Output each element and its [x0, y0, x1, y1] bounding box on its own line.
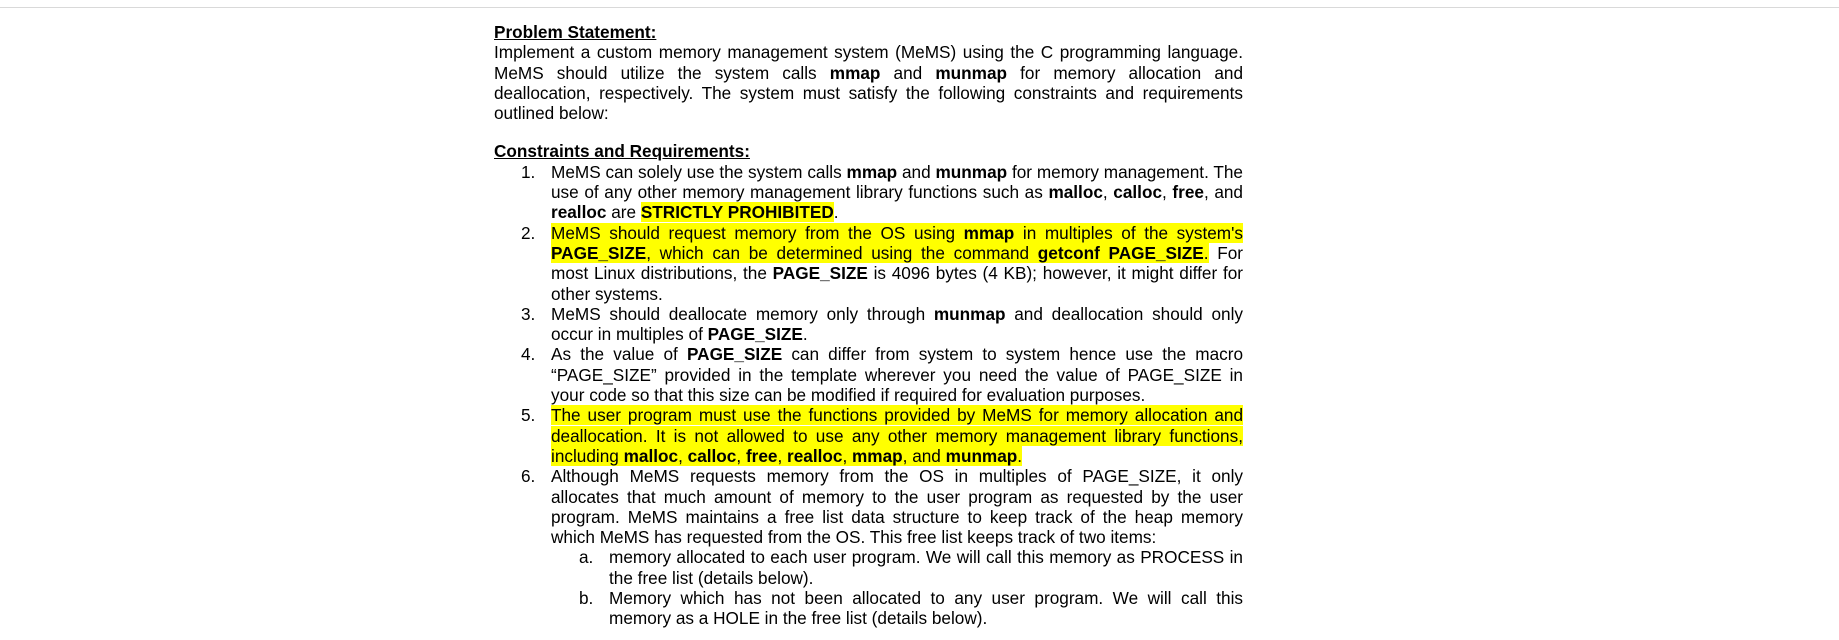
list-number: 4. — [521, 344, 536, 365]
highlighted-run: , — [842, 445, 853, 466]
document-page — [494, 22, 1243, 629]
bold-run: PAGE_SIZE — [707, 324, 803, 345]
highlighted-bold-run: malloc — [623, 445, 679, 466]
highlighted-run: , — [678, 445, 688, 466]
text-run: can differ from system to system hence use the macro “PAGE_SIZE” provided in the template wherever you need the value of PAGE_SIZE in your code so that this size can be modified if required for evaluation purposes. — [551, 344, 1244, 406]
list-item — [521, 161, 1243, 223]
bold-run: free — [1172, 182, 1204, 203]
list-item — [521, 405, 1243, 466]
text-run: For most Linux distributions, the — [551, 242, 1244, 284]
text-run: and deallocation should only occur in multiples of — [551, 303, 1243, 345]
bold-run: PAGE_SIZE — [772, 263, 868, 284]
requirements-list — [494, 162, 1243, 629]
problem-statement-heading: Problem Statement: — [494, 22, 657, 42]
bold-run: munmap — [935, 62, 1008, 83]
text-run: . — [802, 324, 808, 345]
text-run: MeMS should deallocate memory only through — [551, 303, 934, 324]
text-run: As the value of — [551, 344, 687, 365]
text-run: , — [1162, 182, 1173, 203]
text-run: Memory which has not been allocated to any user program. We will call this memory as a HOLE in the free list (details below). — [609, 588, 1243, 629]
highlighted-run: , which can be determined using the command — [646, 242, 1038, 263]
list-item — [521, 466, 1243, 629]
text-run: for memory management. The use of any other memory management library functions such as — [551, 161, 1243, 203]
text-run: Implement a custom memory management system (MeMS) using the C programming language. MeMS should utilize the system calls — [494, 42, 1243, 83]
text-run: MeMS can solely use the system calls — [551, 161, 847, 182]
sub-list-letter: b. — [579, 588, 594, 609]
text-run: , — [1102, 182, 1114, 203]
bold-run: PAGE_SIZE — [686, 344, 783, 365]
highlighted-run: . — [1203, 242, 1209, 263]
highlighted-bold-run: PAGE_SIZE — [551, 242, 647, 263]
highlighted-bold-run: mmap — [963, 222, 1015, 243]
top-toolbar-strip — [0, 0, 1839, 8]
sub-list-item — [579, 588, 1243, 629]
bold-run: mmap — [829, 62, 881, 83]
highlighted-bold-run: realloc — [787, 445, 843, 466]
highlighted-run: MeMS should request memory from the OS using — [551, 222, 964, 243]
bold-run: realloc — [551, 202, 607, 223]
list-number: 6. — [521, 466, 536, 487]
highlighted-run: , — [736, 445, 746, 466]
list-number: 5. — [521, 405, 536, 426]
text-run: and — [880, 62, 936, 83]
text-run: is 4096 bytes (4 KB); however, it might differ for other systems. — [551, 263, 1243, 304]
highlighted-bold-run: getconf PAGE_SIZE — [1037, 242, 1204, 263]
text-run: memory allocated to each user program. We will call this memory as PROCESS in the free list (details below). — [609, 547, 1243, 588]
highlighted-bold-run: mmap — [852, 445, 903, 466]
list-item — [521, 222, 1244, 304]
highlighted-run: in multiples of the system's — [1014, 222, 1243, 243]
highlighted-run: , and — [902, 445, 946, 466]
highlighted-bold-run: munmap — [945, 445, 1018, 466]
text-run: for memory allocation and deallocation, respectively. The system must satisfy the following constraints and requirements outlined below: — [494, 62, 1243, 124]
highlighted-bold-run: free — [745, 445, 778, 466]
bold-run: mmap — [846, 161, 898, 182]
text-run: . — [833, 202, 839, 223]
bold-run: munmap — [933, 303, 1006, 324]
highlighted-run: The user program must use the functions provided by MeMS for memory allocation and deallocation. It is not allowed to use any other memory management library functions, including — [551, 405, 1243, 466]
text-run: are — [606, 202, 641, 223]
bold-run: calloc — [1113, 182, 1163, 203]
constraints-heading: Constraints and Requirements: — [494, 141, 750, 162]
bold-run: malloc — [1048, 182, 1103, 203]
list-item — [521, 303, 1243, 345]
problem-statement-paragraph — [494, 42, 1243, 123]
list-number: 2. — [521, 222, 536, 243]
bold-run: munmap — [935, 161, 1008, 182]
list-number: 1. — [521, 161, 536, 182]
highlighted-run: . — [1017, 445, 1023, 466]
highlighted-run: , — [777, 445, 788, 466]
highlighted-bold-run: STRICTLY PROHIBITED — [640, 202, 834, 223]
sub-list-letter: a. — [579, 547, 594, 568]
sub-list-item — [579, 547, 1243, 588]
sub-list — [551, 547, 1243, 628]
text-run: Although MeMS requests memory from the OS in multiples of PAGE_SIZE, it only allocates that much amount of memory to the user program as requested by the user program. MeMS maintains a free list data structure to keep track of the heap memory which MeMS has requested from the OS. This free list keeps track of two items: — [551, 466, 1243, 548]
highlighted-bold-run: calloc — [687, 445, 737, 466]
list-item — [521, 344, 1244, 406]
text-run: , and — [1203, 182, 1243, 203]
list-number: 3. — [521, 303, 536, 324]
text-run: and — [897, 161, 936, 182]
